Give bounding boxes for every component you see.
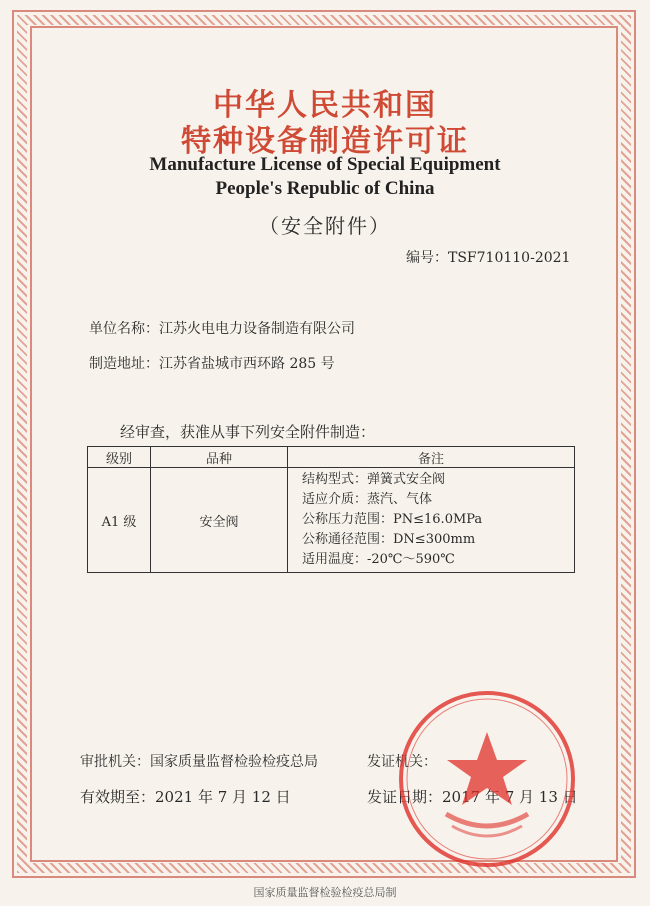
approval-authority-value: 国家质量监督检验检疫总局 [150, 754, 318, 770]
title-cn-line1: 中华人民共和国 [213, 88, 437, 123]
remark-line: 公称通径范围：DN≤300mm [302, 532, 476, 547]
approval-authority-label: 审批机关： [80, 754, 150, 770]
approval-authority-row [80, 751, 318, 771]
issuing-authority-label: 发证机关： [367, 754, 437, 770]
title-en-line1: Manufacture License of Special Equipment [149, 154, 501, 175]
remark-line: 适应介质：蒸汽、气体 [302, 492, 433, 507]
table-row [88, 468, 575, 573]
valid-until-label: 有效期至： [80, 788, 156, 806]
approval-text: 经审查，获准从事下列安全附件制造： [120, 423, 376, 441]
address-value: 江苏省盐城市西环路 285 号 [159, 356, 335, 372]
cell-remarks [288, 468, 575, 573]
cell-type: 安全阀 [151, 468, 288, 573]
title-cn-line2: 特种设备制造许可证 [181, 124, 469, 159]
official-seal [396, 688, 578, 870]
address-row [89, 353, 335, 373]
license-no-value: TSF710110-2021 [448, 250, 571, 266]
remark-line: 适用温度：-20℃～590℃ [302, 552, 455, 567]
title-en-line2: People's Republic of China [215, 178, 435, 199]
issue-date-label: 发证日期： [367, 788, 443, 806]
cell-level: A1 级 [88, 468, 151, 573]
valid-until-value: 2021 年 7 月 12 日 [155, 788, 291, 806]
subtitle: （安全附件） [259, 214, 391, 238]
unit-name-value: 江苏火电电力设备制造有限公司 [159, 321, 355, 337]
remark-line: 公称压力范围：PN≤16.0MPa [302, 512, 483, 527]
unit-name-label: 单位名称： [89, 321, 159, 337]
issue-date-value: 2017 年 7 月 13 日 [442, 788, 578, 806]
remark-line: 结构型式：弹簧式安全阀 [302, 472, 446, 487]
address-label: 制造地址： [89, 356, 159, 372]
footer-text: 国家质量监督检验检疫总局制 [253, 886, 397, 899]
category-table [87, 446, 575, 573]
header-remarks: 备注 [288, 447, 575, 468]
license-no-label: 编号： [406, 250, 448, 266]
unit-name-row [89, 318, 355, 338]
license-number [406, 247, 570, 267]
valid-until-row [80, 786, 291, 807]
header-type: 品种 [151, 447, 288, 468]
star-emblem-icon [447, 732, 527, 805]
header-level: 级别 [88, 447, 151, 468]
